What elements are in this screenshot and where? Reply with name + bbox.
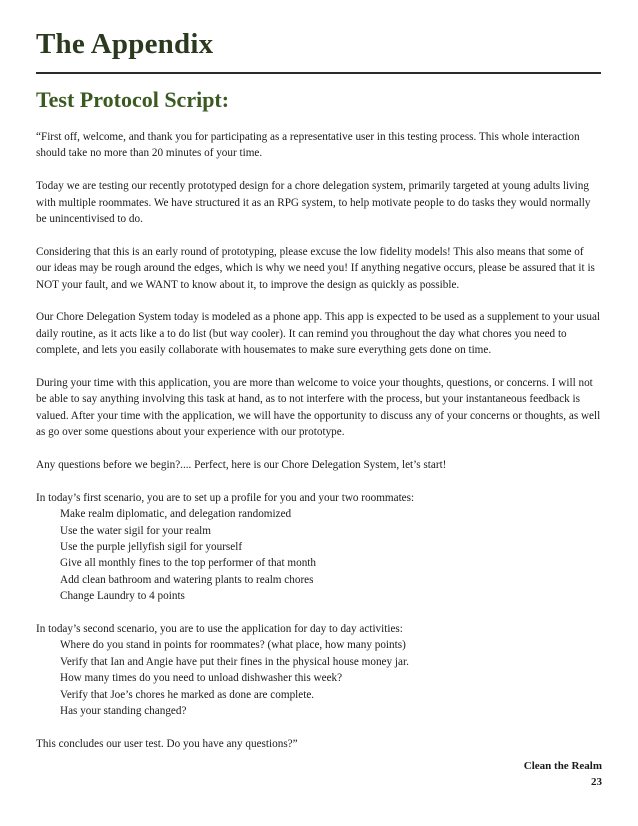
list-item: Add clean bathroom and watering plants to realm chores (60, 573, 314, 586)
page-number: 23 (591, 776, 602, 788)
paragraph-closing: This concludes our user test. Do you have any questions?” (36, 737, 298, 750)
page-footer (524, 758, 602, 790)
list-item: Where do you stand in points for roommates? (what place, how many points) (60, 639, 406, 652)
paragraph-feedback: During your time with this application, you are more than welcome to voice your thoughts, questions, or concerns. I will not be able to say anything involving this task at hand, as to not interfere with the process, but your instantaneous feedback is valued. After your time with the application, we will have the opportunity to discuss any of your concerns or thoughts, as well as go over some questions about your experience with our prototype. (36, 377, 601, 439)
scenario-2-intro: In today’s second scenario, you are to use the application for day to day activities: (36, 623, 403, 636)
script-body (36, 129, 601, 769)
scenario-1-intro: In today’s first scenario, you are to set up a profile for you and your two roommates: (36, 491, 415, 504)
paragraph-fidelity: Considering that this is an early round of prototyping, please excuse the low fidelity models! This also means that some of our ideas may be rough around the edges, which is why we need you! If anything negative occurs, please be assured that it is NOT your fault, and we WANT to know about it, to improve the design as quickly as possible. (36, 245, 595, 291)
section-heading: Test Protocol Script: (36, 87, 230, 112)
scenario-2-tasks (36, 637, 601, 719)
list-item: Make realm diplomatic, and delegation randomized (60, 508, 292, 521)
list-item: Verify that Ian and Angie have put their fines in the physical house money jar. (60, 655, 409, 668)
list-item: Use the water sigil for your realm (60, 524, 211, 537)
list-item: Verify that Joe’s chores he marked as done are complete. (60, 688, 315, 701)
paragraph-app-description: Our Chore Delegation System today is modeled as a phone app. This app is expected to be used as a supplement to your usual daily routine, as it acts like a to do list (but way cooler). It can remind you throughout the day what chores you need to complete, and lets you easily collaborate with housemates to make sure everything gets done on time. (36, 311, 601, 357)
list-item: Use the purple jellyfish sigil for yourself (60, 541, 243, 554)
paragraph-start: Any questions before we begin?.... Perfect, here is our Chore Delegation System, let’s start! (36, 459, 447, 472)
paragraph-purpose: Today we are testing our recently prototyped design for a chore delegation system, primarily targeted at young adults living with multiple roommates. We have structured it as an RPG system, to help motivate people to do tasks they would normally be unincentivised to do. (36, 180, 591, 226)
scenario-1-tasks (36, 506, 601, 604)
list-item: Has your standing changed? (60, 705, 187, 718)
list-item: Change Laundry to 4 points (60, 590, 185, 603)
paragraph-welcome: “First off, welcome, and thank you for participating as a representative user in this testing process. This whole interaction should take no more than 20 minutes of your time. (36, 131, 580, 160)
list-item: Give all monthly fines to the top performer of that month (60, 557, 317, 570)
list-item: How many times do you need to unload dishwasher this week? (60, 672, 343, 685)
page-title: The Appendix (36, 28, 214, 60)
footer-title: Clean the Realm (523, 760, 602, 772)
title-divider (36, 72, 601, 74)
